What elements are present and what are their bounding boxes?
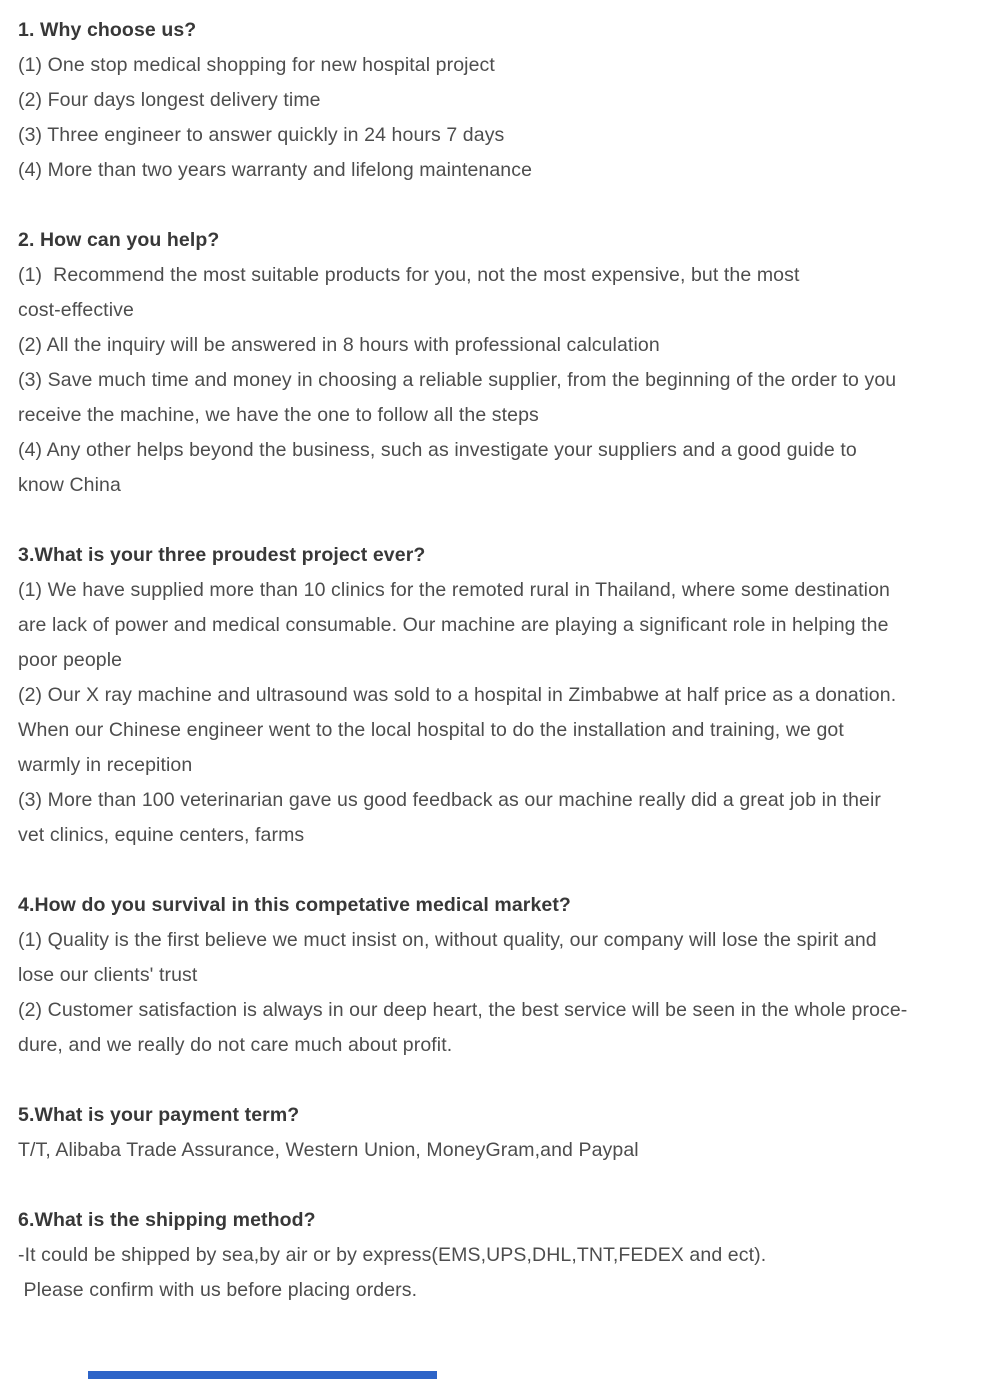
faq-question-heading: 6.What is the shipping method? xyxy=(18,1209,316,1231)
faq-question-heading: 3.What is your three proudest project ever? xyxy=(18,544,426,566)
faq-question-heading: 1. Why choose us? xyxy=(18,19,197,41)
faq-section xyxy=(18,538,984,853)
faq-answer-line: Please confirm with us before placing orders. xyxy=(18,1279,418,1301)
faq-answer-line: dure, and we really do not care much about profit. xyxy=(18,1034,453,1056)
faq-answer-line: (3) Save much time and money in choosing a reliable supplier, from the beginning of the order to you xyxy=(18,369,897,391)
faq-answer-line: lose our clients' trust xyxy=(18,964,198,986)
faq-answer-line: (2) Customer satisfaction is always in our deep heart, the best service will be seen in the whole proce- xyxy=(18,999,908,1021)
faq-answer-line: (1) We have supplied more than 10 clinics for the remoted rural in Thailand, where some destination xyxy=(18,579,890,601)
faq-answer-line: (4) Any other helps beyond the business, such as investigate your suppliers and a good guide to xyxy=(18,439,857,461)
faq-question-heading: 5.What is your payment term? xyxy=(18,1104,300,1126)
faq-answer-line: (2) All the inquiry will be answered in 8 hours with professional calculation xyxy=(18,334,660,356)
faq-answer-line: warmly in recepition xyxy=(18,754,193,776)
faq-answer-line: (3) Three engineer to answer quickly in 24 hours 7 days xyxy=(18,124,505,146)
faq-answer-line: poor people xyxy=(18,649,123,671)
faq-answer-line: (1) One stop medical shopping for new hospital project xyxy=(18,54,495,76)
faq-section xyxy=(18,888,984,1063)
bottom-blue-bar xyxy=(88,1371,437,1379)
faq-section xyxy=(18,13,984,188)
faq-answer-line: (2) Our X ray machine and ultrasound was sold to a hospital in Zimbabwe at half price as a donation. xyxy=(18,684,897,706)
faq-answer-line: (1) Quality is the first believe we muct insist on, without quality, our company will lose the spirit and xyxy=(18,929,877,951)
faq-question-heading: 2. How can you help? xyxy=(18,229,220,251)
faq-section xyxy=(18,1203,984,1308)
faq-answer-line: (1) Recommend the most suitable products for you, not the most expensive, but the most xyxy=(18,264,800,286)
faq-answer-line: vet clinics, equine centers, farms xyxy=(18,824,305,846)
faq-answer-line: (3) More than 100 veterinarian gave us good feedback as our machine really did a great job in their xyxy=(18,789,881,811)
faq-question-heading: 4.How do you survival in this competative medical market? xyxy=(18,894,571,916)
faq-section xyxy=(18,223,984,503)
faq-answer-line: (4) More than two years warranty and lifelong maintenance xyxy=(18,159,533,181)
faq-answer-line: are lack of power and medical consumable. Our machine are playing a significant role in helping the xyxy=(18,614,889,636)
faq-section xyxy=(18,1098,984,1168)
faq-answer-line: know China xyxy=(18,474,121,496)
faq-answer-line: When our Chinese engineer went to the local hospital to do the installation and training, we got xyxy=(18,719,844,741)
faq-answer-line: cost-effective xyxy=(18,299,134,321)
faq-answer-line: (2) Four days longest delivery time xyxy=(18,89,321,111)
faq-answer-line: T/T, Alibaba Trade Assurance, Western Union, MoneyGram,and Paypal xyxy=(18,1139,639,1161)
faq-answer-line: receive the machine, we have the one to follow all the steps xyxy=(18,404,539,426)
faq-answer-line: -It could be shipped by sea,by air or by express(EMS,UPS,DHL,TNT,FEDEX and ect). xyxy=(18,1244,767,1266)
